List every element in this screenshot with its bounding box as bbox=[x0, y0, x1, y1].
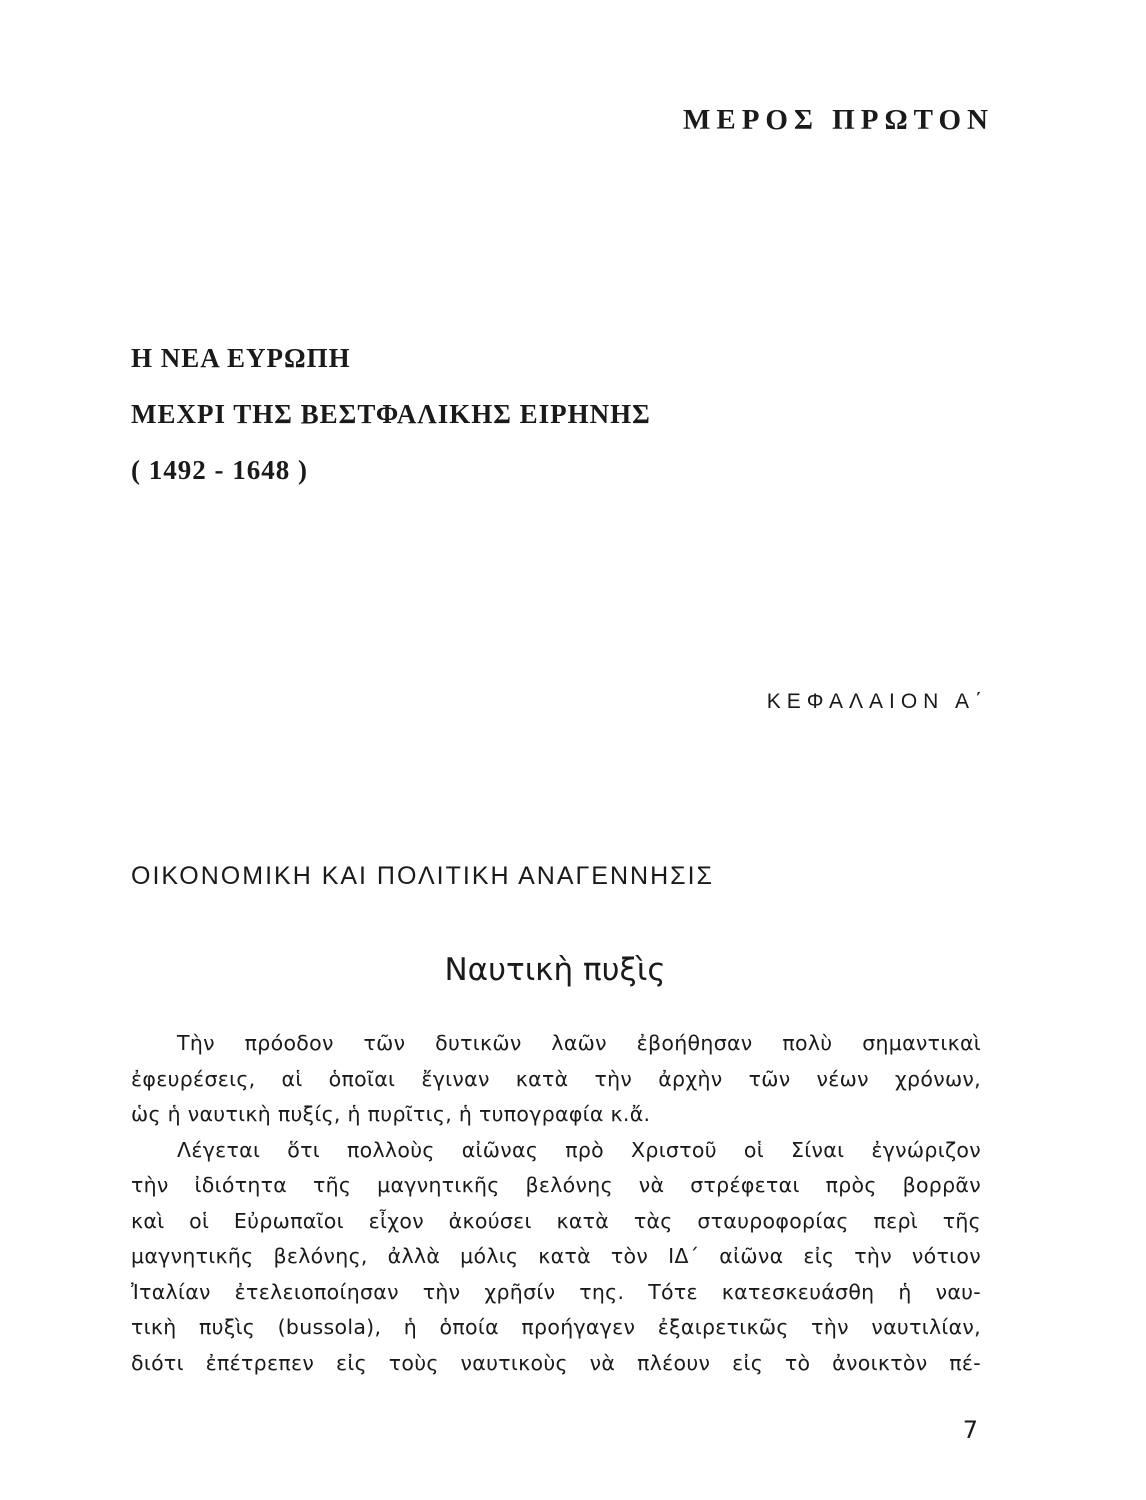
body-line: τὴν ἰδιότητα τῆς μαγνητικῆς βελόνης νὰ στρέφεται πρὸς βορρᾶν bbox=[131, 1173, 981, 1197]
body-line: διότι ἐπέτρεπεν εἰς τοὺς ναυτικοὺς νὰ πλέουν εἰς τὸ ἀνοικτὸν πέ- bbox=[131, 1350, 981, 1375]
chapter-label: ΚΕΦΑΛΑΙΟΝ Α΄ bbox=[766, 690, 988, 713]
body-line: καὶ οἱ Εὐρωπαῖοι εἶχον ἀκούσει κατὰ τὰς σταυροφορίας περὶ τῆς bbox=[131, 1208, 981, 1233]
body-paragraphs bbox=[131, 1026, 981, 1381]
section-heading: Ναυτικὴ πυξὶς bbox=[444, 952, 666, 988]
part-title: ΜΕΡΟΣ ΠΡΩΤΟΝ bbox=[682, 104, 994, 136]
era-heading-line: ΜΕΧΡΙ ΤΗΣ ΒΕΣΤΦΑΛΙΚΗΣ ΕΙΡΗΝΗΣ bbox=[131, 399, 651, 429]
era-heading bbox=[131, 330, 651, 498]
era-date-range: ( 1492 - 1648 ) bbox=[131, 455, 308, 485]
chapter-title: ΟΙΚΟΝΟΜΙΚΗ ΚΑΙ ΠΟΛΙΤΙΚΗ ΑΝΑΓΕΝΝΗΣΙΣ bbox=[131, 862, 715, 890]
era-heading-line: Η ΝΕΑ ΕΥΡΩΠΗ bbox=[131, 343, 351, 373]
page-number: 7 bbox=[962, 1416, 978, 1444]
body-line: μαγνητικῆς βελόνης, ἀλλὰ μόλις κατὰ τὸν ΙΔ΄ αἰῶνα εἰς τὴν νότιον bbox=[131, 1244, 981, 1268]
body-line: ὡς ἡ ναυτικὴ πυξίς, ἡ πυρῖτις, ἡ τυπογραφία κ.ἄ. bbox=[131, 1102, 651, 1126]
body-line: ἐφευρέσεις, αἱ ὁποῖαι ἔγιναν κατὰ τὴν ἀρχὴν τῶν νέων χρόνων, bbox=[131, 1066, 981, 1091]
body-line: Τὴν πρόοδον τῶν δυτικῶν λαῶν ἐβοήθησαν πολὺ σημαντικαὶ bbox=[177, 1031, 981, 1055]
body-line: τικὴ πυξὶς (bussola), ἡ ὁποία προήγαγεν ἐξαιρετικῶς τὴν ναυτιλίαν, bbox=[131, 1315, 981, 1339]
body-line: Λέγεται ὅτι πολλοὺς αἰῶνας πρὸ Χριστοῦ οἱ Σίναι ἐγνώριζον bbox=[177, 1137, 981, 1162]
body-line: Ἰταλίαν ἐτελειοποίησαν τὴν χρῆσίν της. Τότε κατεσκευάσθη ἡ ναυ- bbox=[131, 1279, 981, 1304]
